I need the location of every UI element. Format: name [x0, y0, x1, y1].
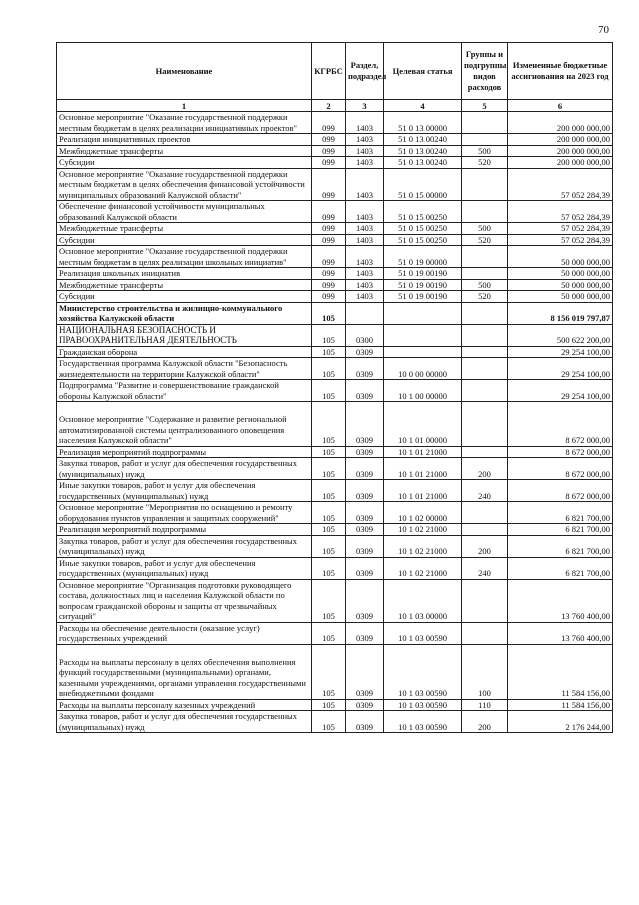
- cell-name: НАЦИОНАЛЬНАЯ БЕЗОПАСНОСТЬ И ПРАВООХРАНИТЕЛЬНАЯ ДЕЯТЕЛЬНОСТЬ: [57, 324, 312, 346]
- cell-statya: 10 1 03 00000: [384, 579, 462, 622]
- table-row: [57, 557, 613, 579]
- cell-razdel: 1403: [346, 223, 384, 235]
- cell-name: Межбюджетные трансферты: [57, 279, 312, 291]
- table-row: [57, 644, 613, 699]
- cell-name: Основное мероприятие "Оказание государственной поддержки местным бюджетам в целях обеспечения финансовой устойчивости муниципальных образований Калужской области": [57, 168, 312, 201]
- cell-kgrbs: 105: [312, 380, 346, 402]
- cell-name: Межбюджетные трансферты: [57, 223, 312, 235]
- budget-table: [56, 42, 613, 733]
- cell-name: Иные закупки товаров, работ и услуг для обеспечения государственных (муниципальных) нужд: [57, 557, 312, 579]
- cell-razdel: 1403: [346, 279, 384, 291]
- cell-summa: 50 000 000,00: [508, 279, 613, 291]
- page-number: 70: [598, 24, 609, 36]
- cell-kgrbs: 105: [312, 524, 346, 536]
- cell-statya: 51 0 19 00000: [384, 246, 462, 268]
- cell-summa: 6 821 700,00: [508, 557, 613, 579]
- cell-vid: 100: [462, 644, 508, 699]
- cell-kgrbs: 105: [312, 458, 346, 480]
- cell-statya: 51 0 13 00240: [384, 134, 462, 146]
- table-row: [57, 234, 613, 246]
- cell-razdel: 0309: [346, 524, 384, 536]
- cell-statya: 10 1 01 00000: [384, 402, 462, 447]
- cell-razdel: 0309: [346, 622, 384, 644]
- cell-vid: [462, 324, 508, 346]
- cell-name: Основное мероприятие "Оказание государственной поддержки местным бюджетам в целях реализации школьных инициатив": [57, 246, 312, 268]
- cell-summa: 8 672 000,00: [508, 446, 613, 458]
- cell-razdel: 1403: [346, 291, 384, 303]
- cell-statya: 10 1 01 21000: [384, 458, 462, 480]
- cell-statya: [384, 346, 462, 358]
- cell-name: Закупка товаров, работ и услуг для обеспечения государственных (муниципальных) нужд: [57, 711, 312, 733]
- table-row: [57, 535, 613, 557]
- cell-name: Гражданская оборона: [57, 346, 312, 358]
- cell-razdel: 1403: [346, 157, 384, 169]
- cell-name: Реализация инициативных проектов: [57, 134, 312, 146]
- cell-kgrbs: 105: [312, 699, 346, 711]
- cell-razdel: 0309: [346, 480, 384, 502]
- table-body: [57, 112, 613, 733]
- table-row: [57, 358, 613, 380]
- cell-statya: [384, 302, 462, 324]
- cell-kgrbs: 099: [312, 157, 346, 169]
- cell-vid: [462, 302, 508, 324]
- header-razdel: Раздел, подраздел: [346, 43, 384, 100]
- cell-statya: 10 1 03 00590: [384, 711, 462, 733]
- cell-name: Основное мероприятие "Оказание государственной поддержки местным бюджетам в целях реализации инициативных проектов": [57, 112, 312, 134]
- cell-vid: 240: [462, 557, 508, 579]
- cell-kgrbs: 099: [312, 201, 346, 223]
- cell-vid: [462, 268, 508, 280]
- cell-statya: 51 0 13 00000: [384, 112, 462, 134]
- table-row: [57, 246, 613, 268]
- cell-kgrbs: 105: [312, 324, 346, 346]
- cell-razdel: 1403: [346, 168, 384, 201]
- cell-summa: 200 000 000,00: [508, 134, 613, 146]
- header-summa: Измененные бюджетные ассигнования на 2023 год: [508, 43, 613, 100]
- cell-name: Субсидии: [57, 291, 312, 303]
- table-row: [57, 380, 613, 402]
- cell-summa: 500 622 200,00: [508, 324, 613, 346]
- cell-razdel: 1403: [346, 145, 384, 157]
- cell-name: Расходы на выплаты персоналу казенных учреждений: [57, 699, 312, 711]
- cell-kgrbs: 099: [312, 223, 346, 235]
- cell-statya: 51 0 15 00250: [384, 223, 462, 235]
- cell-kgrbs: 099: [312, 268, 346, 280]
- cell-name: Закупка товаров, работ и услуг для обеспечения государственных (муниципальных) нужд: [57, 535, 312, 557]
- table-row: [57, 502, 613, 524]
- table-row: [57, 168, 613, 201]
- cell-summa: 6 821 700,00: [508, 502, 613, 524]
- table-row: [57, 480, 613, 502]
- cell-statya: 10 1 02 21000: [384, 524, 462, 536]
- cell-razdel: 0309: [346, 579, 384, 622]
- header-row: [57, 43, 613, 100]
- cell-summa: 11 584 156,00: [508, 699, 613, 711]
- cell-vid: [462, 201, 508, 223]
- table-row: [57, 268, 613, 280]
- cell-name: Субсидии: [57, 157, 312, 169]
- cell-summa: 50 000 000,00: [508, 268, 613, 280]
- table-row: [57, 134, 613, 146]
- cell-razdel: 0309: [346, 358, 384, 380]
- cell-razdel: 1403: [346, 112, 384, 134]
- cell-name: Реализация школьных инициатив: [57, 268, 312, 280]
- cell-vid: 240: [462, 480, 508, 502]
- cell-razdel: 0309: [346, 644, 384, 699]
- column-number-row: [57, 100, 613, 112]
- cell-vid: [462, 402, 508, 447]
- cell-statya: 10 0 00 00000: [384, 358, 462, 380]
- cell-name: Обеспечение финансовой устойчивости муниципальных образований Калужской области: [57, 201, 312, 223]
- cell-name: Межбюджетные трансферты: [57, 145, 312, 157]
- table-row: [57, 346, 613, 358]
- colnum-2: 2: [312, 100, 346, 112]
- cell-kgrbs: 099: [312, 112, 346, 134]
- cell-statya: 10 1 02 21000: [384, 557, 462, 579]
- cell-summa: 200 000 000,00: [508, 112, 613, 134]
- header-statya: Целевая статья: [384, 43, 462, 100]
- cell-name: Основное мероприятие "Организация подготовки руководящего состава, должностных лиц и населения Калужской области по вопросам гражданской обороны и защиты от чрезвычайных ситуаций": [57, 579, 312, 622]
- colnum-3: 3: [346, 100, 384, 112]
- cell-kgrbs: 105: [312, 711, 346, 733]
- cell-vid: [462, 579, 508, 622]
- cell-razdel: 0300: [346, 324, 384, 346]
- cell-name: Государственная программа Калужской области "Безопасность жизнедеятельности на территории Калужской области": [57, 358, 312, 380]
- cell-kgrbs: 099: [312, 279, 346, 291]
- cell-statya: 51 0 19 00190: [384, 279, 462, 291]
- table-row: [57, 699, 613, 711]
- cell-name: Реализация мероприятий подпрограммы: [57, 524, 312, 536]
- cell-kgrbs: 099: [312, 145, 346, 157]
- cell-kgrbs: 099: [312, 246, 346, 268]
- cell-razdel: 1403: [346, 268, 384, 280]
- cell-name: Субсидии: [57, 234, 312, 246]
- table-row: [57, 201, 613, 223]
- cell-razdel: 0309: [346, 380, 384, 402]
- cell-kgrbs: 105: [312, 502, 346, 524]
- header-name: Наименование: [57, 43, 312, 100]
- cell-razdel: 0309: [346, 402, 384, 447]
- cell-statya: 10 1 03 00590: [384, 699, 462, 711]
- cell-kgrbs: 105: [312, 446, 346, 458]
- table-row: [57, 524, 613, 536]
- table-row: [57, 302, 613, 324]
- cell-statya: 10 1 02 21000: [384, 535, 462, 557]
- colnum-6: 6: [508, 100, 613, 112]
- cell-razdel: 1403: [346, 201, 384, 223]
- cell-razdel: 0309: [346, 502, 384, 524]
- cell-vid: 520: [462, 234, 508, 246]
- cell-summa: 57 052 284,39: [508, 223, 613, 235]
- table-row: [57, 223, 613, 235]
- table-row: [57, 145, 613, 157]
- cell-statya: 10 1 00 00000: [384, 380, 462, 402]
- cell-razdel: 0309: [346, 535, 384, 557]
- cell-statya: [384, 324, 462, 346]
- cell-razdel: 0309: [346, 699, 384, 711]
- cell-statya: 10 1 01 21000: [384, 480, 462, 502]
- cell-summa: 8 156 019 797,87: [508, 302, 613, 324]
- cell-summa: 2 176 244,00: [508, 711, 613, 733]
- cell-vid: [462, 622, 508, 644]
- cell-vid: [462, 502, 508, 524]
- cell-statya: 51 0 15 00250: [384, 201, 462, 223]
- cell-razdel: 1403: [346, 134, 384, 146]
- table-row: [57, 579, 613, 622]
- cell-summa: 50 000 000,00: [508, 246, 613, 268]
- colnum-1: 1: [57, 100, 312, 112]
- cell-kgrbs: 105: [312, 557, 346, 579]
- cell-statya: 10 1 02 00000: [384, 502, 462, 524]
- cell-summa: 200 000 000,00: [508, 145, 613, 157]
- cell-summa: 11 584 156,00: [508, 644, 613, 699]
- cell-vid: 200: [462, 458, 508, 480]
- cell-kgrbs: 105: [312, 622, 346, 644]
- table-row: [57, 157, 613, 169]
- cell-kgrbs: 105: [312, 535, 346, 557]
- cell-vid: 200: [462, 711, 508, 733]
- cell-name: Закупка товаров, работ и услуг для обеспечения государственных (муниципальных) нужд: [57, 458, 312, 480]
- cell-summa: 57 052 284,39: [508, 234, 613, 246]
- cell-vid: [462, 246, 508, 268]
- cell-vid: [462, 524, 508, 536]
- cell-kgrbs: 105: [312, 302, 346, 324]
- colnum-4: 4: [384, 100, 462, 112]
- cell-statya: 51 0 19 00190: [384, 268, 462, 280]
- cell-vid: 520: [462, 157, 508, 169]
- cell-vid: 110: [462, 699, 508, 711]
- table-row: [57, 112, 613, 134]
- cell-vid: 500: [462, 145, 508, 157]
- cell-razdel: 0309: [346, 711, 384, 733]
- cell-vid: 200: [462, 535, 508, 557]
- cell-name: Иные закупки товаров, работ и услуг для обеспечения государственных (муниципальных) нужд: [57, 480, 312, 502]
- cell-vid: [462, 446, 508, 458]
- header-kgrbs: КГРБС: [312, 43, 346, 100]
- cell-razdel: 0309: [346, 446, 384, 458]
- cell-kgrbs: 099: [312, 291, 346, 303]
- cell-vid: [462, 346, 508, 358]
- cell-statya: 51 0 13 00240: [384, 157, 462, 169]
- cell-kgrbs: 099: [312, 134, 346, 146]
- cell-name: Основное мероприятие "Мероприятия по оснащению и ремонту оборудования пунктов управления и защитных сооружений": [57, 502, 312, 524]
- cell-summa: 6 821 700,00: [508, 535, 613, 557]
- cell-name: Расходы на выплаты персоналу в целях обеспечения выполнения функций государственными (муниципальными) органами, казенными учреждениями, органами управления государственными внебюджетными фондами: [57, 644, 312, 699]
- cell-razdel: 0309: [346, 458, 384, 480]
- cell-summa: 8 672 000,00: [508, 458, 613, 480]
- cell-summa: 57 052 284,39: [508, 168, 613, 201]
- table-row: [57, 622, 613, 644]
- cell-summa: 8 672 000,00: [508, 402, 613, 447]
- colnum-5: 5: [462, 100, 508, 112]
- cell-kgrbs: 099: [312, 168, 346, 201]
- cell-vid: 500: [462, 223, 508, 235]
- cell-summa: 13 760 400,00: [508, 579, 613, 622]
- table-row: [57, 458, 613, 480]
- table-row: [57, 446, 613, 458]
- cell-kgrbs: 105: [312, 402, 346, 447]
- cell-vid: [462, 358, 508, 380]
- cell-statya: 10 1 03 00590: [384, 622, 462, 644]
- cell-summa: 13 760 400,00: [508, 622, 613, 644]
- cell-name: Подпрограмма "Развитие и совершенствование гражданской обороны Калужской области": [57, 380, 312, 402]
- table-row: [57, 324, 613, 346]
- table-row: [57, 711, 613, 733]
- cell-name: Реализация мероприятий подпрограммы: [57, 446, 312, 458]
- cell-statya: 10 1 03 00590: [384, 644, 462, 699]
- cell-statya: 51 0 13 00240: [384, 145, 462, 157]
- cell-vid: [462, 112, 508, 134]
- cell-vid: [462, 134, 508, 146]
- cell-kgrbs: 105: [312, 579, 346, 622]
- cell-razdel: 0309: [346, 346, 384, 358]
- cell-kgrbs: 105: [312, 644, 346, 699]
- cell-razdel: [346, 302, 384, 324]
- cell-kgrbs: 105: [312, 358, 346, 380]
- cell-statya: 51 0 15 00250: [384, 234, 462, 246]
- cell-vid: [462, 168, 508, 201]
- cell-razdel: 1403: [346, 234, 384, 246]
- cell-summa: 8 672 000,00: [508, 480, 613, 502]
- cell-summa: 6 821 700,00: [508, 524, 613, 536]
- cell-name: Министерство строительства и жилищно-коммунального хозяйства Калужской области: [57, 302, 312, 324]
- cell-name: Расходы на обеспечение деятельности (оказание услуг) государственных учреждений: [57, 622, 312, 644]
- cell-kgrbs: 105: [312, 346, 346, 358]
- cell-name: Основное мероприятие "Содержание и развитие региональной автоматизированной системы централизованного оповещения населения Калужской области": [57, 402, 312, 447]
- table-row: [57, 402, 613, 447]
- table-row: [57, 279, 613, 291]
- cell-summa: 29 254 100,00: [508, 346, 613, 358]
- cell-razdel: 0309: [346, 557, 384, 579]
- cell-statya: 51 0 19 00190: [384, 291, 462, 303]
- header-vid: Группы и подгруппы видов расходов: [462, 43, 508, 100]
- cell-summa: 29 254 100,00: [508, 380, 613, 402]
- table-row: [57, 291, 613, 303]
- cell-kgrbs: 099: [312, 234, 346, 246]
- cell-vid: 520: [462, 291, 508, 303]
- cell-vid: [462, 380, 508, 402]
- cell-summa: 50 000 000,00: [508, 291, 613, 303]
- cell-razdel: 1403: [346, 246, 384, 268]
- cell-statya: 10 1 01 21000: [384, 446, 462, 458]
- cell-statya: 51 0 15 00000: [384, 168, 462, 201]
- cell-kgrbs: 105: [312, 480, 346, 502]
- cell-summa: 29 254 100,00: [508, 358, 613, 380]
- cell-vid: 500: [462, 279, 508, 291]
- cell-summa: 200 000 000,00: [508, 157, 613, 169]
- cell-summa: 57 052 284,39: [508, 201, 613, 223]
